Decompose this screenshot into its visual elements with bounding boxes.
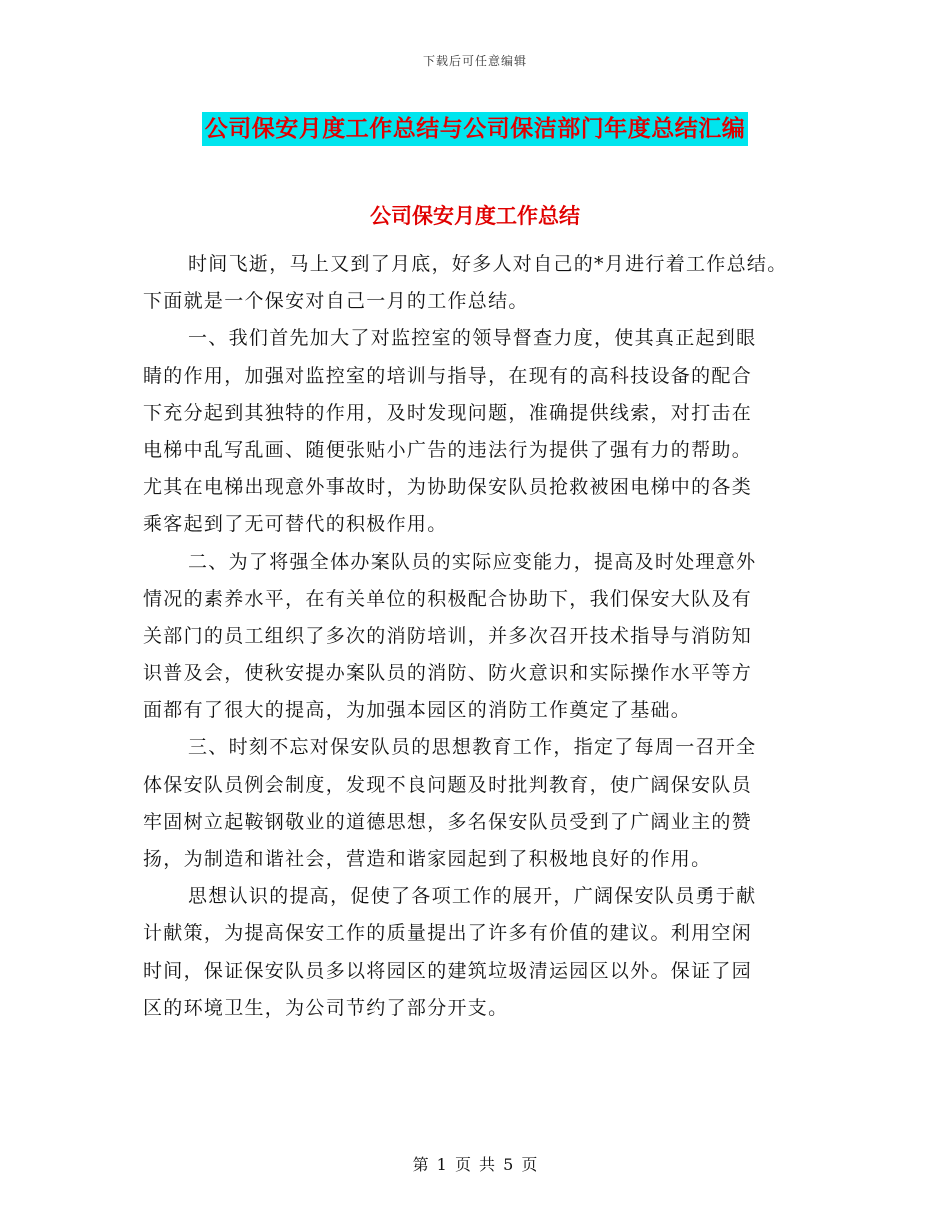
page-header-note: 下载后可任意编辑 [422, 54, 527, 68]
paragraph-line: 时间，保证保安队员多以将园区的建筑垃圾清运园区以外。保证了园 [143, 959, 753, 982]
paragraph-line: 二、为了将强全体办案队员的实际应变能力，提高及时处理意外 [188, 550, 757, 573]
main-title-container [0, 112, 950, 146]
paragraph-line: 识普及会，使秋安提办案队员的消防、防火意识和实际操作水平等方 [143, 662, 753, 685]
paragraph-line: 睛的作用，加强对监控室的培训与指导，在现有的高科技设备的配合 [143, 364, 753, 387]
body-text [143, 246, 813, 1027]
paragraph-line: 关部门的员工组织了多次的消防培训，并多次召开技术指导与消防知 [143, 624, 753, 647]
paragraph-line: 牢固树立起鞍钢敬业的道德思想，多名保安队员受到了广阔业主的赞 [143, 810, 753, 833]
page-number-footer: 第 1 页 共 5 页 [412, 1155, 538, 1174]
paragraph-line: 计献策，为提高保安工作的质量提出了许多有价值的建议。利用空闲 [143, 922, 753, 945]
paragraph-line: 三、时刻不忘对保安队员的思想教育工作，指定了每周一召开全 [188, 736, 757, 759]
paragraph-line: 尤其在电梯出现意外事故时，为协助保安队员抢救被困电梯中的各类 [143, 476, 753, 499]
paragraph-line: 情况的素养水平，在有关单位的积极配合协助下，我们保安大队及有 [143, 587, 753, 610]
paragraph-line: 下面就是一个保安对自己一月的工作总结。 [143, 290, 529, 313]
paragraph-line: 体保安队员例会制度，发现不良问题及时批判教育，使广阔保安队员 [143, 773, 753, 796]
paragraph-line: 时间飞逝，马上又到了月底，好多人对自己的*月进行着工作总结。 [188, 253, 788, 275]
paragraph-line: 电梯中乱写乱画、随便张贴小广告的违法行为提供了强有力的帮助。 [143, 438, 753, 461]
paragraph-line: 下充分起到其独特的作用，及时发现问题，准确提供线索，对打击在 [143, 401, 753, 424]
paragraph-line: 面都有了很大的提高，为加强本园区的消防工作奠定了基础。 [143, 699, 692, 722]
paragraph-line: 区的环境卫生，为公司节约了部分开支。 [143, 996, 509, 1019]
section-title: 公司保安月度工作总结 [370, 204, 580, 228]
paragraph-line: 乘客起到了无可替代的积极作用。 [143, 513, 448, 536]
paragraph-line: 思想认识的提高，促使了各项工作的展开，广阔保安队员勇于献 [188, 885, 757, 908]
main-title: 公司保安月度工作总结与公司保洁部门年度总结汇编 [202, 112, 749, 146]
paragraph-line: 一、我们首先加大了对监控室的领导督查力度，使其真正起到眼 [188, 327, 757, 350]
paragraph-line: 扬，为制造和谐社会，营造和谐家园起到了积极地良好的作用。 [143, 848, 712, 870]
